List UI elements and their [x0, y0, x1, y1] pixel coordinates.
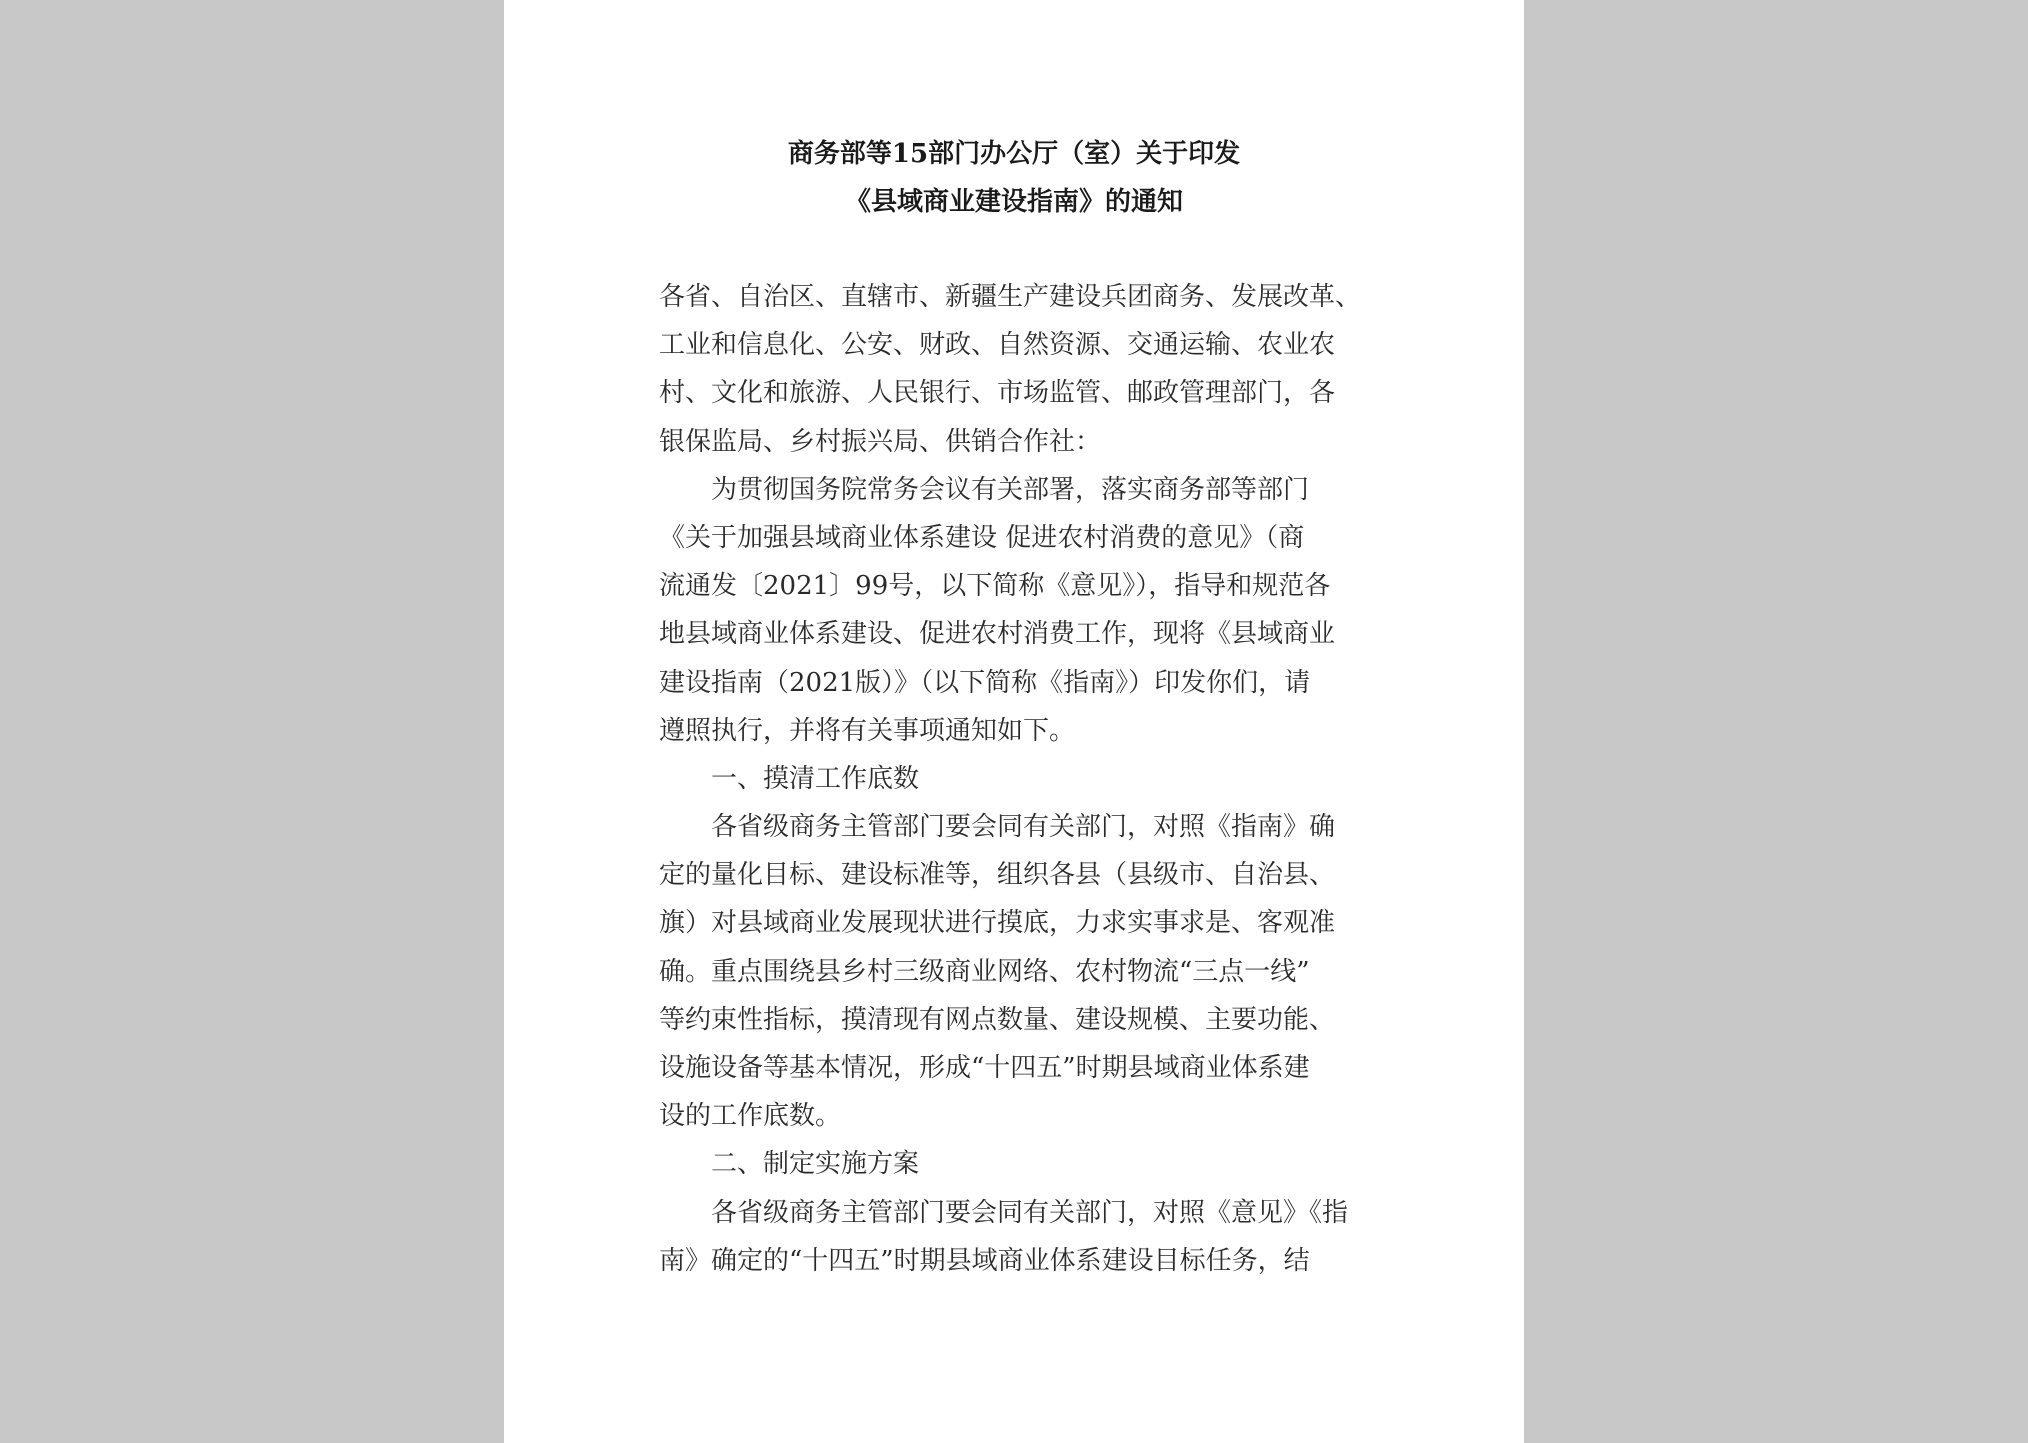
text-line: 地县域商业体系建设、促进农村消费工作，现将《县域商业 — [659, 619, 1336, 650]
text-line: 各省、自治区、直辖市、新疆生产建设兵团商务、发展改革、 — [659, 282, 1362, 312]
text-line: 各省级商务主管部门要会同有关部门，对照《指南》确 — [711, 812, 1336, 843]
text-line: 各省级商务主管部门要会同有关部门，对照《意见》《指 — [711, 1197, 1349, 1228]
document-body — [659, 279, 1379, 1291]
text-line: 《关于加强县域商业体系建设 促进农村消费的意见》（商 — [659, 522, 1305, 553]
text-line: 流通发〔2021〕99号，以下简称《意见》），指导和规范各 — [659, 571, 1331, 602]
document-title-line-2: 《县域商业建设指南》的通知 — [844, 187, 1183, 217]
text-line: 定的量化目标、建设标准等，组织各县（县级市、自治县、 — [659, 860, 1336, 891]
text-line: 遵照执行，并将有关事项通知如下。 — [659, 715, 1076, 746]
text-line: 旗）对县域商业发展现状进行摸底，力求实事求是、客观准 — [659, 908, 1336, 939]
text-line: 银保监局、乡村振兴局、供销合作社： — [659, 426, 1102, 457]
document-page — [504, 0, 1524, 1443]
text-line: 建设指南（2021版）》（以下简称《指南》）印发你们，请 — [659, 667, 1311, 698]
text-line: 等约束性指标，摸清现有网点数量、建设规模、主要功能、 — [659, 1004, 1336, 1035]
text-line: 确。重点围绕县乡村三级商业网络、农村物流“三点一线” — [659, 956, 1310, 987]
document-title-line-1: 商务部等15部门办公厅（室）关于印发 — [787, 139, 1241, 169]
text-line: 南》确定的“十四五”时期县域商业体系建设目标任务，结 — [659, 1245, 1310, 1276]
text-line: 村、文化和旅游、人民银行、市场监管、邮政管理部门，各 — [659, 378, 1336, 409]
text-line: 工业和信息化、公安、财政、自然资源、交通运输、农业农 — [659, 330, 1336, 361]
text-line: 二、制定实施方案 — [711, 1149, 920, 1180]
text-line: 一、摸清工作底数 — [711, 763, 920, 794]
text-line: 设施设备等基本情况，形成“十四五”时期县域商业体系建 — [659, 1053, 1310, 1083]
text-line: 为贯彻国务院常务会议有关部署，落实商务部等部门 — [711, 474, 1310, 505]
text-line: 设的工作底数。 — [659, 1101, 842, 1132]
